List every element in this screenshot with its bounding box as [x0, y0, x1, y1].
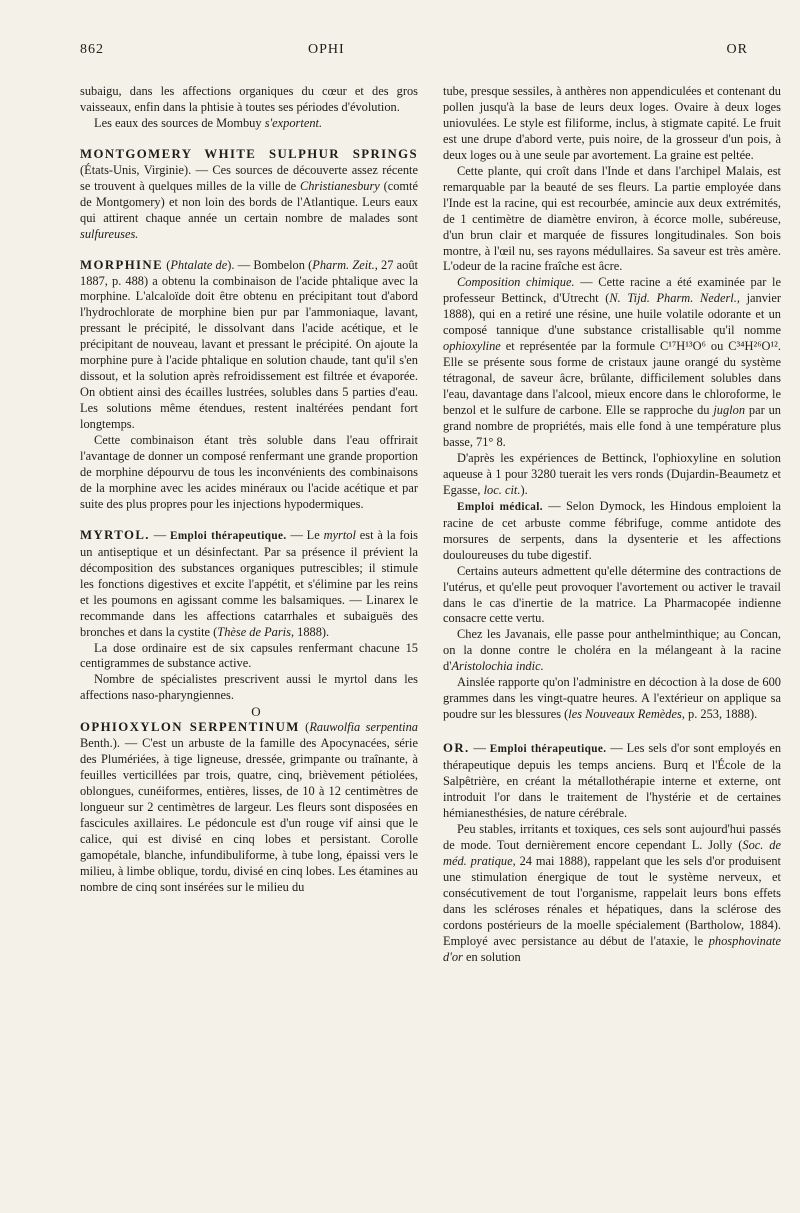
page-number: 862 — [80, 42, 104, 57]
section-letter: O — [251, 704, 261, 720]
entry-morphine: MORPHINE (Phtalate de). — Bombelon (Pharm. Zeit., 27 août 1887, p. 488) a obtenu la combinaison de l'acide phtalique avec la morphine. L'alcaloïde doit être obtenu en précipitant tout d'abord l'hydrochlorate de morphine bien pur par l'ammoniaque, lavant, pressant le précipité, le dissolvant dans l'acide acétique, et le précipitant de nouveau, lavant et pressant le précipité. On ajoute la morphine pure à l'acide phtalique en solution chaude, tant qu'il s'en dissout, et la solution après refroidissement est filtrée et évaporée. On obtient ainsi des écailles lustrées, solubles dans 5 parties d'eau. Les solutions même étendues, restent inaltérées pendant fort longtemps. — [80, 257, 418, 432]
paragraph: Cette plante, qui croît dans l'Inde et dans l'archipel Malais, est remarquable par la beauté de ses fleurs. La partie employée dans l'Inde est la racine, qui est recourbée, amincie aux deux extrémités, de 1 centimètre de diamètre environ, à écorce molle, subéreuse, d'un brun clair et marquée de fissures longitudinales. Son bois montre, à l'œil nu, ses rayons médullaires. Sa saveur est très amère. L'odeur de la racine fraîche est âcre. — [443, 163, 781, 274]
paragraph: Peu stables, irritants et toxiques, ces sels sont aujourd'hui passés de mode. Tout dernièrement encore cependant L. Jolly (Soc. de méd. pratique, 24 mai 1888), rappelant que les sels d'or produisent une stimulation énergique de tout le système nerveux, et consécutivement de tout l'organisme, rappelait leurs bons effets dans les scléroses rénales et hépatiques, dans la sclérose des cordons postérieurs de la moelle spécialement (Bartholow, 1884). Employé avec persistance au début de l'ataxie, le phosphovinate d'or en solution — [443, 821, 781, 964]
paragraph: subaigu, dans les affections organiques du cœur et des gros vaisseaux, enfin dans la phtisie à toutes ses périodes d'évolution. — [80, 84, 418, 114]
paragraph: La dose ordinaire est de six capsules renfermant chacune 15 centigrammes de substance active. — [80, 640, 418, 671]
entry-headword: MYRTOL. — [80, 527, 150, 542]
entry-or: OR. — Emploi thérapeutique. — Les sels d'or sont employés en thérapeutique depuis les temps anciens. Burq et l'École de la Salpêtrière, en créant la métallothérapie interne et externe, ont introduit l'or dans le traitement de l'hystérie et de certaines hémianesthésies, de nature cérébrale. — [443, 741, 782, 820]
entry-headword: OR. — [443, 741, 470, 756]
paragraph: Cette combinaison étant très soluble dans l'eau offrirait l'avantage de donner un composé renfermant une grande proportion de morphine dépourvu de tous les inconvénients des combinaisons de la morphine avec les acides minéraux ou l'acide acétique et par suite des plus propres pour les injections hypodermiques. — [80, 433, 418, 511]
paragraph: tube, presque sessiles, à anthères non appendiculées et contenant du pollen jusqu'à la base de leurs deux loges. Ovaire à deux loges uniovulées. Le style est filiforme, inclus, à stigmate capité. Le fruit est une drupe d'abord verte, puis noire, de la grosseur d'un pois, à deux loges ou à une seule par avortement. La graine est peltée. — [443, 84, 781, 162]
entry-headword: MONTGOMERY WHITE SULPHUR SPRINGS — [80, 146, 418, 161]
paragraph: Chez les Javanais, elle passe pour anthelminthique; au Concan, on la donne contre le choléra en la mélangeant à la racine d'Aristolochia indic. — [443, 627, 781, 674]
paragraph: Ainslée rapporte qu'on l'administre en décoction à la dose de 600 grammes dans les vingt-quatre heures. A l'extérieur on applique sa poudre sur les blessures (les Nouveaux Remèdes, p. 253, 1888). — [443, 675, 781, 722]
right-column — [443, 84, 781, 965]
entry-montgomery: MONTGOMERY WHITE SULPHUR SPRINGS (États-Unis, Virginie). — Ces sources de découverte assez récente se trouvent à quelques milles de la ville de Christianesbury (comté de Montgomery) et non loin des bords de l'Atlantique. Leurs eaux qui attirent chaque année un certain nombre de malades sont sulfureuses. — [80, 146, 418, 241]
paragraph: Les eaux des sources de Mombuy s'exportent. — [94, 115, 323, 130]
header-right-title: OR — [726, 42, 748, 57]
running-header — [80, 42, 768, 64]
entry-ophioxylon: OPHIOXYLON SERPENTINUM (Rauwolfia serpentina Benth.). — C'est un arbuste de la famille des Apocynacées, série des Plumériées, à tige ligneuse, dressée, grimpante ou traînante, à feuilles verticillées par trois, quatre, cinq, brièvement pétiolées, oblongues, cunéiformes, entières, lisses, de 10 à 12 centimètres de longueur sur 2 centimètres de largeur. Les fleurs sont disposées en fascicules axillaires. Le pédoncule est d'un rouge vif ainsi que le calice, qui est divisé en cinq lobes et persistant. Corolle gamopétale, blanche, infundibuliforme, à tube long, épaissi vers le milieu, à limbe oblique, tordu, divisé en cinq lobes. Les étamines au nombre de cinq sont insérées sur le milieu du — [80, 720, 418, 894]
left-column — [80, 84, 418, 896]
header-left-title: OPHI — [308, 42, 345, 57]
entry-subheading: Emploi thérapeutique. — [169, 529, 287, 542]
paragraph: D'après les expériences de Bettinck, l'ophioxyline en solution aqueuse à 1 pour 3280 tuerait les vers ronds (Dujardin-Beaumetz et Egasse, loc. cit.). — [443, 450, 781, 497]
entry-myrtol: MYRTOL. — Emploi thérapeutique. — Le myrtol est à la fois un antiseptique et un désinfectant. Par sa présence il prévient la décomposition des substances organiques putrescibles; il stimule les fonctions digestives et excite l'appétit, et s'élimine par les reins et les poumons en agissant comme les balsamiques. — Linarex le recommande dans les affections catarrhales et subaiguës des bronches et dans la cystite (Thèse de Paris, 1888). — [80, 527, 419, 639]
entry-headword: OPHIOXYLON SERPENTINUM — [80, 720, 300, 735]
entry-headword: MORPHINE — [80, 257, 164, 272]
paragraph: Composition chimique. — Cette racine a été examinée par le professeur Bettinck, d'Utrecht (N. Tijd. Pharm. Nederl., janvier 1888), qui en a retiré une résine, une huile volatile odorante et un composé tannique d'une substance cristallisable qu'il nomme ophioxyline et représentée par la formule C¹⁷H¹³O⁶ ou C³⁴H²⁶O¹². Elle se présente sous forme de cristaux jaune orangé du système tétragonal, de saveur âcre, brûlante, difficilement solubles dans l'eau, davantage dans l'alcool, mieux encore dans le chloroforme, le benzol et le sulfure de carbone. Elle se rapproche du juglon par un grand nombre de propriétés, mais elle fond à une température plus basse, 71° 8. — [443, 275, 781, 449]
paragraph: Emploi médical. — Selon Dymock, les Hindous emploient la racine de cet arbuste comme fébrifuge, comme antidote des morsures de serpents, dans la dysenterie et les affections douloureuses du tube digestif. — [443, 498, 781, 562]
paragraph: Certains auteurs admettent qu'elle détermine des contractions de l'utérus, et qu'elle peut provoquer l'avortement ou activer le travail dans le cas d'inertie de la matrice. La Pharmacopée indienne consacre cette vertu. — [443, 563, 781, 626]
paragraph: Nombre de spécialistes prescrivent aussi le myrtol dans les affections naso-pharyngiennes. — [80, 672, 418, 703]
entry-subheading: Composition chimique. — [457, 275, 575, 290]
entry-subheading: Emploi médical. — [457, 500, 543, 513]
entry-subheading: Emploi thérapeutique. — [489, 743, 607, 756]
